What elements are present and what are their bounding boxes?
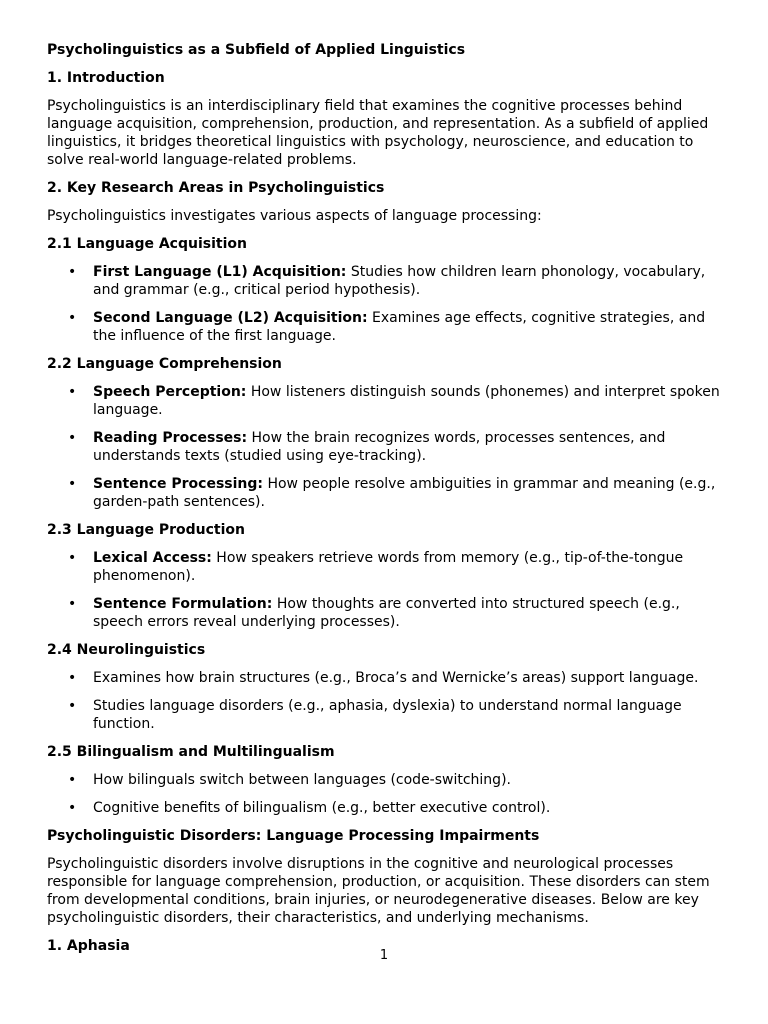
language-production-list: [47, 549, 722, 631]
list-item: • Examines how brain structures (e.g., Broca’s and Wernicke’s areas) support language.: [47, 669, 722, 687]
list-item-lead: Sentence Formulation:: [93, 596, 273, 612]
section-heading-key-research-areas: 2. Key Research Areas in Psycholinguistics: [47, 180, 385, 196]
list-item-text: Examines age effects, cognitive strategies, and the influence of the first language.: [93, 310, 706, 344]
subsection-heading-aphasia: 1. Aphasia: [47, 938, 130, 954]
list-item-lead: Sentence Processing:: [93, 476, 263, 492]
list-item-text: Studies how children learn phonology, vocabulary, and grammar (e.g., critical period hypothesis).: [93, 264, 706, 298]
list-item-text: How listeners distinguish sounds (phonemes) and interpret spoken language.: [93, 384, 720, 418]
neurolinguistics-list: [47, 669, 722, 733]
subsection-heading-language-acquisition: 2.1 Language Acquisition: [47, 236, 247, 252]
introduction-paragraph: Psycholinguistics is an interdisciplinary field that examines the cognitive processes behind language acquisition, comprehension, production, and representation. As a subfield of applied linguistics, it bridges theoretical linguistics with psychology, neuroscience, and education to solve real-world language-related problems.: [47, 98, 709, 168]
subsection-heading-neurolinguistics: 2.4 Neurolinguistics: [47, 642, 206, 658]
disorders-paragraph: Psycholinguistic disorders involve disruptions in the cognitive and neurological processes responsible for language comprehension, production, or acquisition. These disorders can stem from developmental conditions, brain injuries, or neurodegenerative diseases. Below are key psycholinguistic disorders, their characteristics, and underlying mechanisms.: [47, 856, 710, 926]
section-heading-introduction: 1. Introduction: [47, 70, 165, 86]
language-comprehension-list: [47, 383, 722, 511]
subsection-heading-language-production: 2.3 Language Production: [47, 522, 245, 538]
list-item-lead: Lexical Access:: [93, 550, 212, 566]
list-item: • How bilinguals switch between languages (code-switching).: [47, 771, 722, 789]
list-item-text: How people resolve ambiguities in grammar and meaning (e.g., garden-path sentences).: [93, 476, 716, 510]
bilingualism-list: [47, 771, 722, 817]
key-research-areas-paragraph: Psycholinguistics investigates various aspects of language processing:: [47, 208, 542, 224]
list-item: [47, 549, 722, 585]
list-item: • Cognitive benefits of bilingualism (e.g., better executive control).: [47, 799, 722, 817]
list-item: [47, 595, 722, 631]
list-item-lead: Second Language (L2) Acquisition:: [93, 310, 368, 326]
list-item: [47, 429, 722, 465]
subsection-heading-bilingualism: 2.5 Bilingualism and Multilingualism: [47, 744, 335, 760]
document-title: Psycholinguistics as a Subfield of Applied Linguistics: [47, 42, 466, 58]
list-item-lead: Speech Perception:: [93, 384, 247, 400]
list-item-lead: First Language (L1) Acquisition:: [93, 264, 347, 280]
list-item-lead: Reading Processes:: [93, 430, 248, 446]
list-item: [47, 475, 722, 511]
list-item: [47, 263, 722, 299]
list-item: • Studies language disorders (e.g., aphasia, dyslexia) to understand normal language function.: [47, 697, 722, 733]
page-number: 1: [379, 948, 389, 963]
section-heading-disorders: Psycholinguistic Disorders: Language Processing Impairments: [47, 828, 540, 844]
language-acquisition-list: [47, 263, 722, 345]
list-item: [47, 383, 722, 419]
list-item-text: How thoughts are converted into structured speech (e.g., speech errors reveal underlying processes).: [93, 596, 680, 630]
list-item: [47, 309, 722, 345]
subsection-heading-language-comprehension: 2.2 Language Comprehension: [47, 356, 282, 372]
list-item-text: How the brain recognizes words, processes sentences, and understands texts (studied using eye-tracking).: [93, 430, 666, 464]
list-item-text: How speakers retrieve words from memory (e.g., tip-of-the-tongue phenomenon).: [93, 550, 684, 584]
